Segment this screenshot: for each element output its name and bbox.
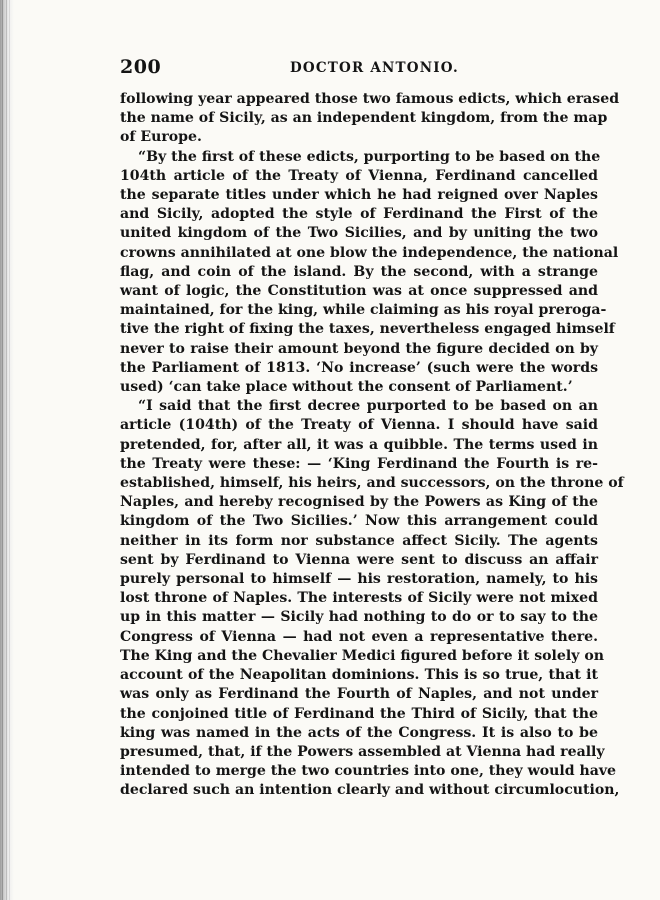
binding-shadow-line: [6, 0, 7, 900]
text-line: presumed, that, if the Powers assembled at Vienna had really: [120, 743, 605, 760]
text-line: of Europe.: [120, 129, 202, 146]
text-line: 104th article of the Treaty of Vienna, Ferdinand cancelled: [120, 167, 598, 184]
text-line: up in this matter — Sicily had nothing to do or to say to the: [120, 609, 598, 626]
text-line: sent by Ferdinand to Vienna were sent to discuss an affair: [120, 551, 598, 568]
text-line: tive the right of fixing the taxes, nevertheless engaged himself: [120, 321, 615, 338]
text-line: Naples, and hereby recognised by the Powers as King of the: [120, 494, 598, 511]
text-line: united kingdom of the Two Sicilies, and by uniting the two: [120, 225, 598, 242]
text-line: used) ‘can take place without the consent of Parliament.’: [120, 379, 573, 396]
text-line: and Sicily, adopted the style of Ferdinand the First of the: [120, 206, 598, 223]
text-line: crowns annihilated at one blow the independence, the national: [120, 244, 619, 261]
running-title: DOCTOR ANTONIO.: [290, 60, 459, 76]
text-line: account of the Neapolitan dominions. This is so true, that it: [120, 667, 598, 684]
body-text: [120, 90, 624, 801]
text-line: want of logic, the Constitution was at once suppressed and: [120, 283, 598, 300]
book-binding-edge: [0, 0, 14, 900]
text-line: flag, and coin of the island. By the second, with a strange: [120, 263, 598, 280]
text-line: the Parliament of 1813. ‘No increase’ (such were the words: [120, 359, 598, 376]
running-head: [120, 56, 598, 90]
text-line: The King and the Chevalier Medici figured before it solely on: [120, 647, 604, 664]
text-line: king was named in the acts of the Congress. It is also to be: [120, 724, 598, 741]
binding-shadow-line: [2, 0, 3, 900]
text-line: Congress of Vienna — had not even a representative there.: [120, 628, 598, 645]
text-line: the separate titles under which he had reigned over Naples: [120, 187, 598, 204]
page-number: 200: [120, 56, 162, 78]
paragraph-first-line: “I said that the first decree purported to be based on an: [138, 398, 598, 415]
text-line: the Treaty were these: — ‘King Ferdinand the Fourth is re-: [120, 455, 598, 472]
text-line: established, himself, his heirs, and successors, on the throne of: [120, 475, 624, 492]
text-line: declared such an intention clearly and without circumlocution,: [120, 782, 620, 799]
binding-shadow-line: [9, 0, 10, 900]
paragraph-first-line: “By the first of these edicts, purporting to be based on the: [138, 148, 601, 165]
text-line: lost throne of Naples. The interests of Sicily were not mixed: [120, 590, 598, 607]
text-line: intended to merge the two countries into one, they would have: [120, 763, 617, 780]
text-line: never to raise their amount beyond the figure decided on by: [120, 340, 598, 357]
text-line: the conjoined title of Ferdinand the Third of Sicily, that the: [120, 705, 598, 722]
book-page: [120, 56, 624, 801]
text-line: pretended, for, after all, it was a quibble. The terms used in: [120, 436, 598, 453]
text-line: following year appeared those two famous edicts, which erased: [120, 91, 620, 107]
text-line: neither in its form nor substance affect Sicily. The agents: [120, 532, 598, 549]
text-line: was only as Ferdinand the Fourth of Naples, and not under: [120, 686, 598, 703]
text-line: maintained, for the king, while claiming as his royal preroga-: [120, 302, 607, 319]
text-line: kingdom of the Two Sicilies.’ Now this arrangement could: [120, 513, 598, 530]
text-line: article (104th) of the Treaty of Vienna. I should have said: [120, 417, 598, 434]
text-line: purely personal to himself — his restoration, namely, to his: [120, 571, 598, 588]
text-line: the name of Sicily, as an independent kingdom, from the map: [120, 110, 608, 127]
